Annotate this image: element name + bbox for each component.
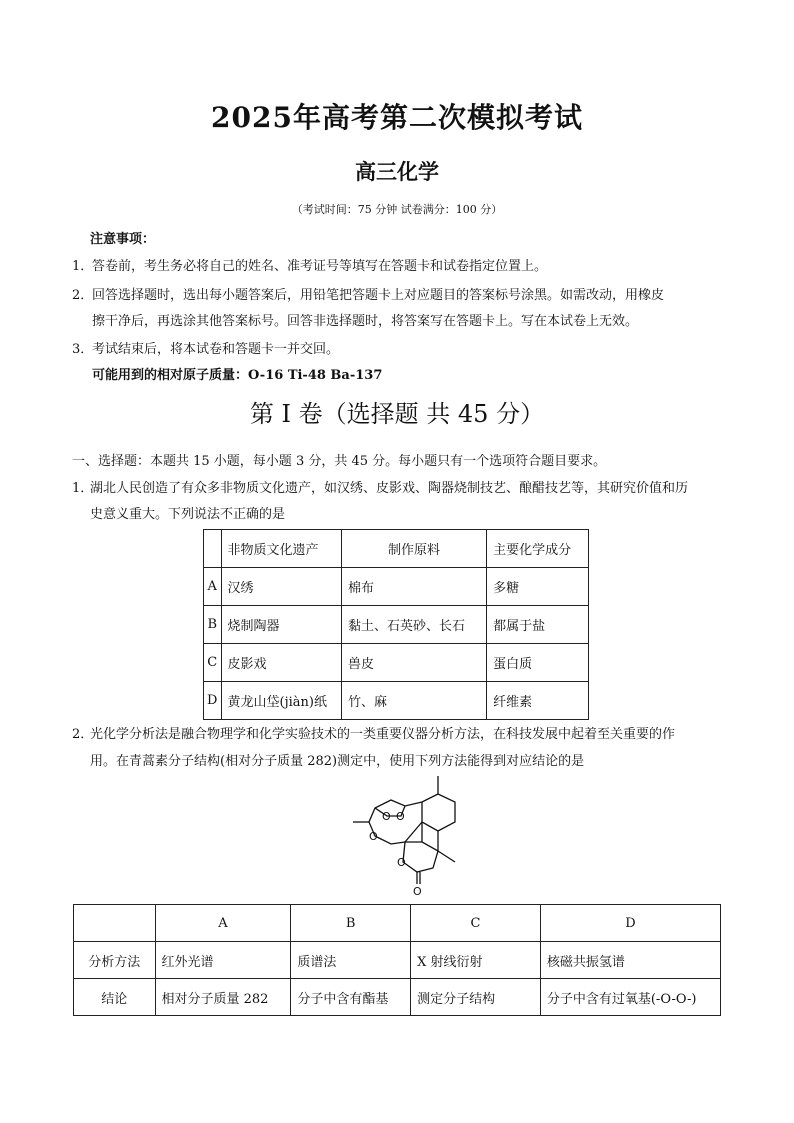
table-row [204, 644, 589, 682]
table-cell: 相对分子质量 282 [155, 979, 291, 1016]
table-header-row [204, 530, 589, 568]
table-cell: 质谱法 [291, 942, 411, 979]
table-row [204, 682, 589, 720]
table-row [204, 568, 589, 606]
table-cell: 都属于盐 [487, 606, 589, 644]
table-header-cell: 非物质文化遗产 [221, 530, 341, 568]
table-cell: 核磁共振氢谱 [540, 942, 720, 979]
table-cell: 竹、麻 [341, 682, 486, 720]
heritage-table [203, 529, 589, 720]
table-row [74, 942, 721, 979]
exam-info: （考试时间：75 分钟 试卷满分：100 分） [291, 203, 503, 216]
table-cell: 棉布 [341, 568, 486, 606]
table-cell: B [204, 606, 222, 644]
question-text: 光化学分析法是融合物理学和化学实验技术的一类重要仪器分析方法，在科技发展中起着至关重要的作 [90, 727, 676, 742]
table-cell: 皮影戏 [221, 644, 341, 682]
molecule-atom-label: O [382, 810, 391, 823]
table-cell: 分析方法 [74, 942, 156, 979]
section-title: 第 I 卷（选择题 共 45 分） [249, 400, 545, 428]
table-row [204, 606, 589, 644]
table-header-cell [74, 905, 156, 942]
notice-item-text: 答卷前，考生务必将自己的姓名、准考证号等填写在答题卡和试卷指定位置上。 [92, 259, 548, 274]
question-text: 湖北人民创造了有众多非物质文化遗产，如汉绣、皮影戏、陶器烧制技艺、酿醋技艺等，其研究价值和历 [90, 481, 689, 496]
notice-item-text-cont: 擦干净后，再选涂其他答案标号。回答非选择题时，将答案写在答题卡上。写在本试卷上无效。 [92, 314, 639, 329]
question-number: 2． [72, 727, 94, 742]
table-cell: 分子中含有过氧基(-O-O-) [540, 979, 720, 1016]
table-header-cell: A [155, 905, 291, 942]
table-cell: 汉绣 [221, 568, 341, 606]
notice-item-text: 回答选择题时，选出每小题答案后，用铅笔把答题卡上对应题目的答案标号涂黑。如需改动，用橡皮 [92, 288, 665, 303]
molecule-atom-label: O [369, 830, 378, 843]
table-cell: 红外光谱 [155, 942, 291, 979]
table-cell: 烧制陶器 [221, 606, 341, 644]
notice-item-text: 考试结束后，将本试卷和答题卡一并交回。 [92, 342, 340, 357]
analysis-method-table [73, 904, 721, 1016]
question-text-cont: 史意义重大。下列说法不正确的是 [90, 507, 286, 522]
table-header-cell: D [540, 905, 720, 942]
atomic-masses: 可能用到的相对原子质量：O-16 Ti-48 Ba-137 [92, 368, 383, 383]
table-cell: X 射线衍射 [411, 942, 541, 979]
table-header-cell [204, 530, 222, 568]
notice-item-number: 1． [72, 259, 94, 274]
notice-heading: 注意事项： [90, 232, 156, 247]
table-cell: 黏土、石英砂、长石 [341, 606, 486, 644]
table-cell: A [204, 568, 222, 606]
artemisinin-structure-diagram [345, 776, 465, 898]
table-header-cell: 制作原料 [341, 530, 486, 568]
question-text-cont: 用。在青蒿素分子结构(相对分子质量 282)测定中，使用下列方法能得到对应结论的是 [90, 754, 585, 769]
table-cell: 兽皮 [341, 644, 486, 682]
notice-item-number: 3． [72, 342, 94, 357]
table-header-row [74, 905, 721, 942]
table-cell: 多糖 [487, 568, 589, 606]
table-cell: 黄龙山垈(jiàn)纸 [221, 682, 341, 720]
table-header-cell: C [411, 905, 541, 942]
table-row [74, 979, 721, 1016]
question-number: 1． [72, 481, 94, 496]
table-cell: 蛋白质 [487, 644, 589, 682]
table-cell: D [204, 682, 222, 720]
notice-item-number: 2． [72, 288, 94, 303]
section-instructions: 一、选择题：本题共 15 小题，每小题 3 分，共 45 分。每小题只有一个选项符合题目要求。 [72, 454, 607, 469]
table-header-cell: B [291, 905, 411, 942]
table-cell: 测定分子结构 [411, 979, 541, 1016]
molecule-atom-label: O [397, 856, 406, 869]
table-cell: 纤维素 [487, 682, 589, 720]
exam-title: 2025年高考第二次模拟考试 [211, 101, 583, 134]
molecule-atom-label: O [396, 810, 405, 823]
table-cell: C [204, 644, 222, 682]
table-cell: 结论 [74, 979, 156, 1016]
table-header-cell: 主要化学成分 [487, 530, 589, 568]
table-cell: 分子中含有酯基 [291, 979, 411, 1016]
molecule-atom-label: O [413, 885, 422, 898]
exam-subtitle: 高三化学 [355, 159, 439, 184]
